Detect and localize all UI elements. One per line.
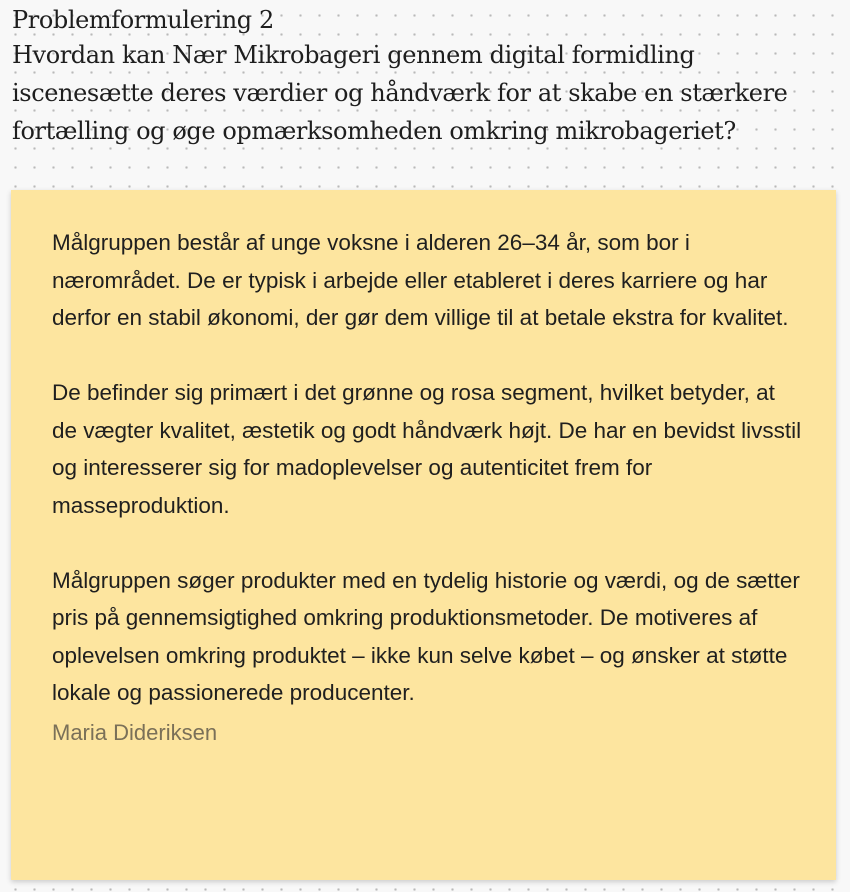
- sticky-note-paragraph: Målgruppen søger produkter med en tydelig historie og værdi, og de sætter pris på gennemsigtighed omkring produktionsmetoder. De motiveres af oplevelsen omkring produktet – ikke kun selve købet – og ønsker at støtte lokale og passionerede producenter.: [52, 567, 800, 705]
- sticky-note-paragraph: De befinder sig primært i det grønne og rosa segment, hvilket betyder, at de vægter kvalitet, æstetik og godt håndværk højt. De har en bevidst livsstil og interesserer sig for madoplevelser og autenticitet frem for masseproduktion.: [52, 380, 802, 518]
- sticky-note[interactable]: [11, 190, 836, 880]
- board-title[interactable]: Problemformulering 2: [12, 6, 274, 34]
- sticky-note-author: Maria Dideriksen: [52, 719, 218, 745]
- board-text-block[interactable]: [12, 4, 832, 150]
- sticky-note-paragraph: Målgruppen består af unge voksne i alderen 26–34 år, som bor i nærområdet. De er typisk i arbejde eller etableret i deres karriere og har derfor en stabil økonomi, der gør dem villige til at betale ekstra for kvalitet.: [52, 230, 789, 330]
- problem-statement[interactable]: Hvordan kan Nær Mikrobageri gennem digital formidling iscenesætte deres værdier og håndværk for at skabe en stærkere fortælling og øge opmærksomheden omkring mikrobageriet?: [12, 41, 788, 145]
